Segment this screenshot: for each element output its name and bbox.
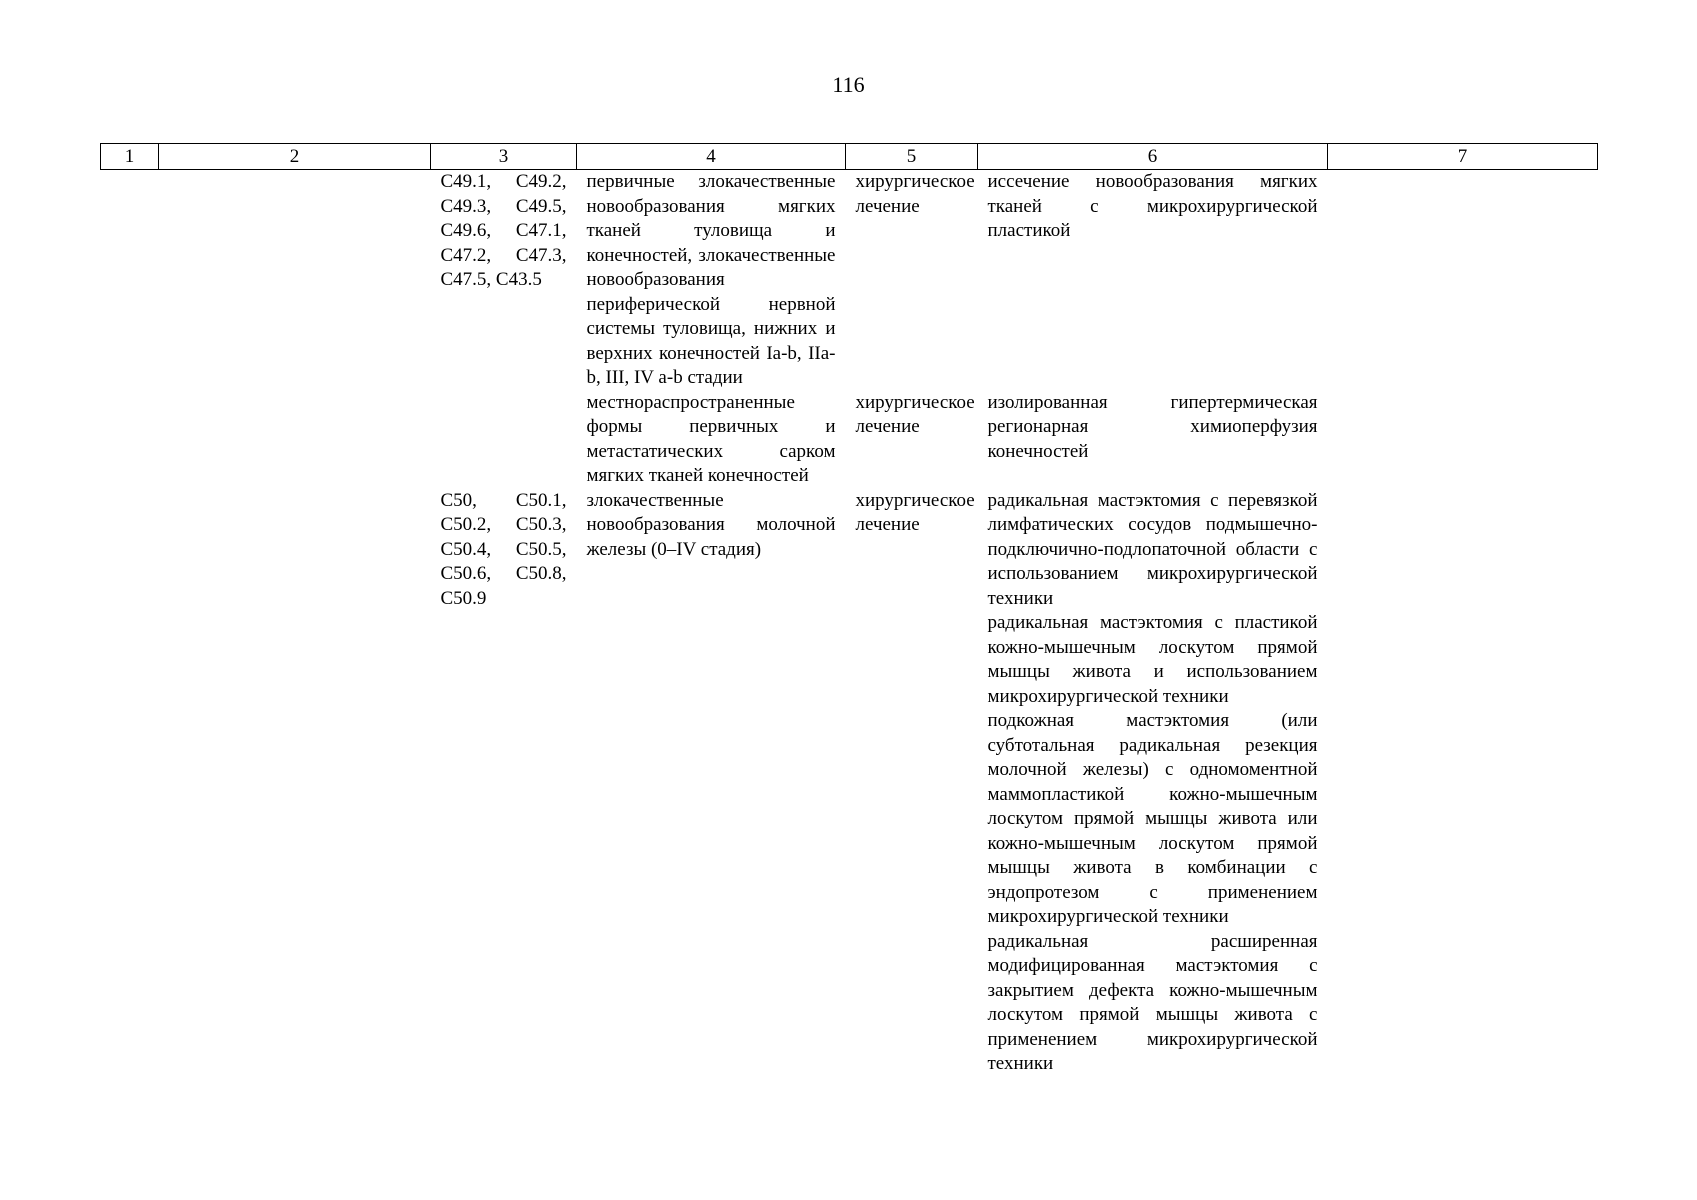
row-2-col-2 xyxy=(159,391,431,489)
diagnosis-codes-cell: C50, C50.1, C50.2, C50.3, C50.4, C50.5, C50.6, C50.8, C50.9 xyxy=(440,489,567,609)
method-item: радикальная мастэктомия с пластикой кожно-мышечным лоскутом прямой мышцы живота и использованием микрохирургической техники xyxy=(987,612,1318,707)
column-header-4: 4 xyxy=(577,144,846,170)
method-item: подкожная мастэктомия (или субтотальная радикальная резекция молочной железы) с одномоментной маммопластикой кожно-мышечным лоскутом прямой мышцы живота или кожно-мышечным лоскутом прямой мышцы живота в комбинации с эндопротезом с применением микрохирургической техники xyxy=(987,710,1318,927)
column-header-7: 7 xyxy=(1328,144,1598,170)
column-header-3: 3 xyxy=(431,144,577,170)
row-1-col-2 xyxy=(159,170,431,391)
method-item: радикальная расширенная модифицированная мастэктомия с закрытием дефекта кожно-мышечным лоскутом прямой мышцы живота с применением микрохирургической техники xyxy=(987,930,1318,1074)
row-2-col-1 xyxy=(101,391,159,489)
table-row xyxy=(101,489,1598,1077)
column-header-2: 2 xyxy=(159,144,431,170)
table-row xyxy=(101,170,1598,391)
row-1-col-1 xyxy=(101,170,159,391)
method-cell xyxy=(978,391,1328,489)
diagnosis-codes-cell: C49.1, C49.2, C49.3, C49.5, C49.6, C47.1, C47.2, C47.3, C47.5, C43.5 xyxy=(440,171,567,290)
treatment-cell: хирургическое лечение xyxy=(855,489,975,535)
table-row xyxy=(101,391,1598,489)
diagnosis-codes-cell xyxy=(431,391,577,489)
column-header-6: 6 xyxy=(978,144,1328,170)
row-2-col-7 xyxy=(1328,391,1598,489)
method-cell xyxy=(978,489,1328,1077)
column-header-5: 5 xyxy=(846,144,978,170)
row-3-col-7 xyxy=(1328,489,1598,1077)
procedures-table xyxy=(100,143,1598,1077)
condition-cell: местнораспространенные формы первичных и метастатических сарком мягких тканей конечностей xyxy=(586,391,836,486)
treatment-cell: хирургическое лечение xyxy=(855,391,975,437)
row-3-col-2 xyxy=(159,489,431,1077)
method-item: радикальная мастэктомия с перевязкой лимфатических сосудов подмышечно-подключично-подлопаточной области с использованием микрохирургической техники xyxy=(987,489,1318,609)
condition-cell: первичные злокачественные новообразования мягких тканей туловища и конечностей, злокачественные новообразования периферической нервной системы туловища, нижних и верхних конечностей Ia-b, IIa-b, III, IV a-b стадии xyxy=(586,171,836,388)
method-item: иссечение новообразования мягких тканей с микрохирургической пластикой xyxy=(987,171,1318,241)
condition-cell: злокачественные новообразования молочной железы (0–IV стадия) xyxy=(586,489,836,560)
row-1-col-7 xyxy=(1328,170,1598,391)
treatment-cell: хирургическое лечение xyxy=(855,171,975,217)
page-number: 116 xyxy=(832,72,865,97)
row-3-col-1 xyxy=(101,489,159,1077)
column-header-1: 1 xyxy=(101,144,159,170)
table-header-row xyxy=(101,144,1598,170)
method-item: изолированная гипертермическая регионарная химиоперфузия конечностей xyxy=(987,391,1318,462)
method-cell xyxy=(978,170,1328,391)
